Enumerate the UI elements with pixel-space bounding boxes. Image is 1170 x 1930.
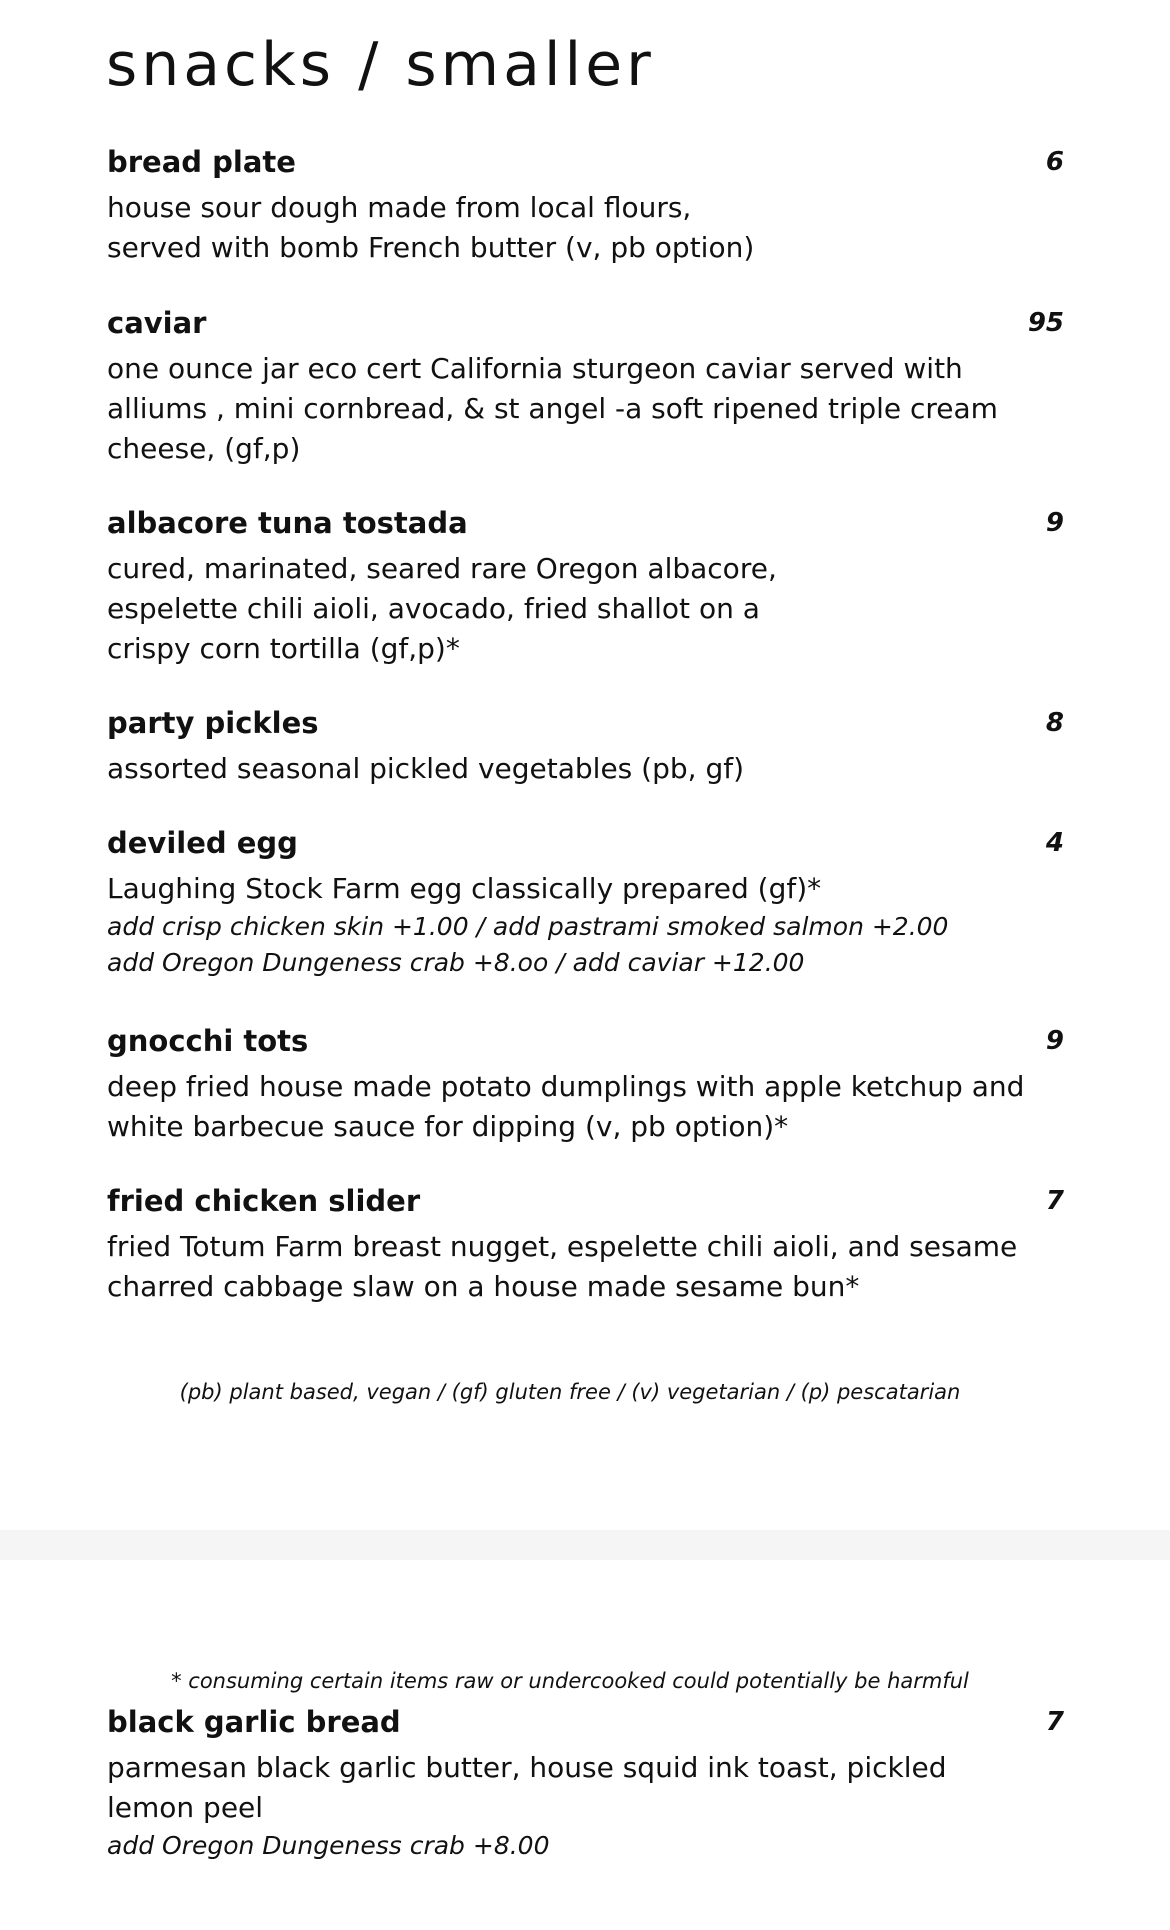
item-name: black garlic bread <box>107 1705 401 1739</box>
item-name: fried chicken slider <box>107 1184 421 1218</box>
description-line: fried Totum Farm breast nugget, espelette chili aioli, and sesame <box>107 1230 1018 1263</box>
description-line: parmesan black garlic butter, house squid ink toast, pickled <box>107 1751 947 1784</box>
item-price: 9 <box>1045 1026 1064 1056</box>
item-addon: add Oregon Dungeness crab +8.oo / add caviar +12.00 <box>107 948 805 977</box>
item-addon: add crisp chicken skin +1.00 / add pastrami smoked salmon +2.00 <box>107 912 949 941</box>
item-price: 95 <box>1027 308 1064 338</box>
description-line: cured, marinated, seared rare Oregon albacore, <box>107 552 777 585</box>
description-line: served with bomb French butter (v, pb option) <box>107 231 755 264</box>
page-break <box>0 1530 1170 1560</box>
item-name: bread plate <box>107 145 296 179</box>
description-line: espelette chili aioli, avocado, fried shallot on a <box>107 592 760 625</box>
description-line: assorted seasonal pickled vegetables (pb, gf) <box>107 752 744 785</box>
description-line: cheese, (gf,p) <box>107 432 301 465</box>
menu-page-2 <box>0 1560 1170 1930</box>
item-name: gnocchi tots <box>107 1024 309 1058</box>
item-description <box>107 549 1037 669</box>
item-description <box>107 749 1037 789</box>
description-line: deep fried house made potato dumplings with apple ketchup and <box>107 1070 1025 1103</box>
section-title: snacks / smaller <box>106 30 655 100</box>
raw-food-warning: * consuming certain items raw or undercooked could potentially be harmful <box>171 1669 969 1693</box>
description-line: alliums , mini cornbread, & st angel -a soft ripened triple cream <box>107 392 998 425</box>
item-price: 7 <box>1045 1186 1064 1216</box>
description-line: charred cabbage slaw on a house made sesame bun* <box>107 1270 860 1303</box>
description-line: white barbecue sauce for dipping (v, pb option)* <box>107 1110 789 1143</box>
item-name: deviled egg <box>107 826 298 860</box>
description-line: one ounce jar eco cert California sturgeon caviar served with <box>107 352 963 385</box>
item-name: party pickles <box>107 706 319 740</box>
item-price: 9 <box>1045 508 1064 538</box>
item-name: albacore tuna tostada <box>107 506 468 540</box>
description-line: lemon peel <box>107 1791 264 1824</box>
item-price: 6 <box>1045 147 1064 177</box>
description-line: crispy corn tortilla (gf,p)* <box>107 632 460 665</box>
item-name: caviar <box>107 306 207 340</box>
item-description <box>107 1067 1037 1147</box>
item-description <box>107 1227 1037 1307</box>
dietary-legend: (pb) plant based, vegan / (gf) gluten free / (v) vegetarian / (p) pescatarian <box>179 1380 961 1404</box>
item-description <box>107 869 1037 909</box>
item-description <box>107 1748 1037 1828</box>
description-line: house sour dough made from local flours, <box>107 191 692 224</box>
item-description <box>107 188 1037 268</box>
description-line: Laughing Stock Farm egg classically prepared (gf)* <box>107 872 822 905</box>
item-price: 8 <box>1045 708 1064 738</box>
item-price: 7 <box>1045 1707 1064 1737</box>
item-price: 4 <box>1045 828 1064 858</box>
item-addon: add Oregon Dungeness crab +8.00 <box>107 1831 550 1860</box>
item-description <box>107 349 1037 469</box>
